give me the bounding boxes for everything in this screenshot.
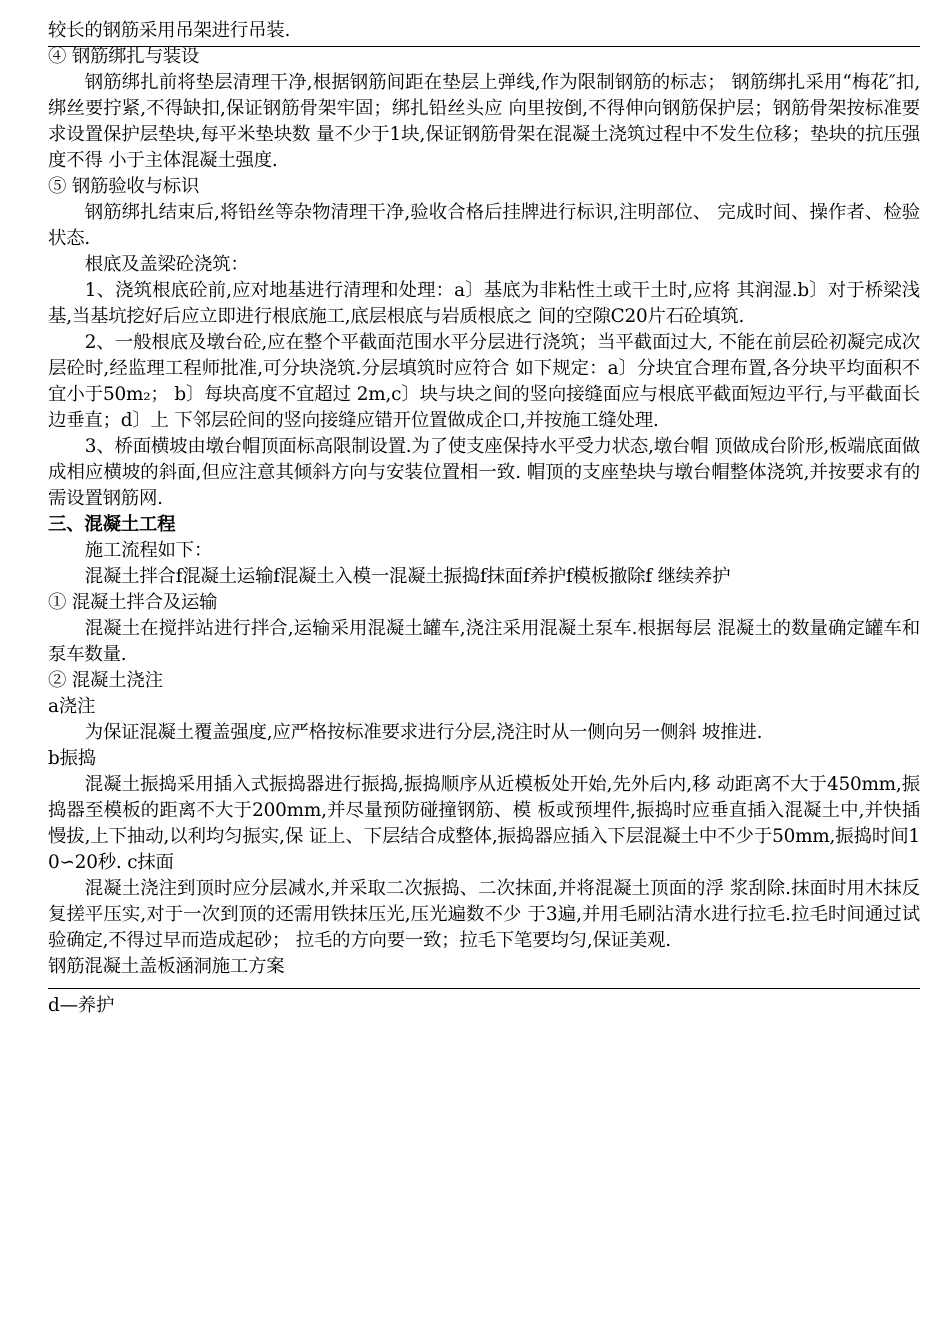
paragraph: b振捣 (48, 748, 96, 769)
document-page (48, 18, 920, 1019)
paragraph: 钢筋混凝土盖板涵洞施工方案 (48, 956, 285, 977)
section-heading: 三、混凝土工程 (48, 514, 176, 535)
paragraph: 较长的钢筋采用吊架进行吊装. (48, 20, 291, 41)
paragraph: 钢筋绑扎前将垫层清理干净,根据钢筋间距在垫层上弹线,作为限制钢筋的标志； 钢筋绑扎采用“梅花″扣,绑丝要拧紧,不得缺扣,保证钢筋骨架牢固；绑扎铅丝头应 向里按倒,不得伸向钢筋保护层；钢筋骨架按标准要求设置保护层垫块,每平米垫块数 量不少于1块,保证钢筋骨架在混凝土浇筑过程中不发生位移；垫块的抗压强度不得 小于主体混凝土强度. (48, 72, 920, 171)
document-body (48, 18, 920, 980)
paragraph: ① 混凝土拌合及运输 (48, 592, 218, 613)
paragraph: 钢筋绑扎结束后,将铅丝等杂物清理干净,验收合格后挂牌进行标识,注明部位、 完成时间、操作者、检验状态. (48, 202, 920, 249)
paragraph: a浇注 (48, 696, 96, 717)
footer-text: d—养护 (48, 995, 115, 1016)
paragraph: 混凝土浇注到顶时应分层减水,并采取二次振捣、二次抹面,并将混凝土顶面的浮 浆刮除.抹面时用木抹反复搓平压实,对于一次到顶的还需用铁抹压光,压光遍数不少 于3遍,并用毛刷沾清水进行拉毛.拉毛时间通过试验确定,不得过早而造成起砂； 拉毛的方向要一致；拉毛下笔要均匀,保证美观. (48, 878, 920, 951)
paragraph: ④ 钢筋绑扎与装设 (48, 46, 200, 67)
paragraph: 为保证混凝土覆盖强度,应严格按标准要求进行分层,浇注时从一侧向另一侧斜 坡推进. (84, 722, 763, 743)
paragraph: 3、桥面横坡由墩台帽顶面标高限制设置.为了使支座保持水平受力状态,墩台帽 顶做成台阶形,板端底面做成相应横坡的斜面,但应注意其倾斜方向与安装位置相一致. 帽顶的支座垫块与墩台帽整体浇筑,并按要求有的需设置钢筋网. (48, 436, 920, 509)
footer-rule (48, 988, 920, 989)
paragraph: 混凝土振捣采用插入式振捣器进行振捣,振捣顺序从近模板处开始,先外后内,移 动距离不大于450mm,振捣器至模板的距离不大于200mm,并尽量预防碰撞钢筋、模 板或预埋件,振捣时应垂直插入混凝土中,并快插慢拔,上下抽动,以利均匀振实,保 证上、下层结合成整体,振捣器应插入下层混凝土中不少于50mm,振捣时间10∽20秒. c抹面 (48, 774, 920, 873)
paragraph: 混凝土在搅拌站进行拌合,运输采用混凝土罐车,浇注采用混凝土泵车.根据每层 混凝土的数量确定罐车和泵车数量. (48, 618, 920, 665)
paragraph: ⑤ 钢筋验收与标识 (48, 176, 200, 197)
paragraph: ② 混凝土浇注 (48, 670, 163, 691)
paragraph: 根底及盖梁砼浇筑： (84, 254, 249, 275)
paragraph: 2、一般根底及墩台砼,应在整个平截面范围水平分层进行浇筑；当平截面过大, 不能在前层砼初凝完成次层砼时,经监理工程师批准,可分块浇筑.分层填筑时应符合 如下规定：a〕分块宜合理布置,各分块平均面积不宜小于50m₂； b〕每块高度不宜超过 2m,c〕块与块之间的竖向接缝面应与根底平截面短边平行,与平截面长边垂直；d〕上 下邻层砼间的竖向接缝应错开位置做成企口,并按施工缝处理. (48, 332, 920, 431)
paragraph: 施工流程如下： (84, 540, 213, 561)
paragraph: 1、浇筑根底砼前,应对地基进行清理和处理：a〕基底为非粘性土或干土时,应将 其润湿.b〕对于桥梁浅基,当基坑挖好后应立即进行根底施工,底层根底与岩质根底之 间的空隙C20片石砼填筑. (48, 280, 920, 327)
paragraph: 混凝土拌合f混凝土运输f混凝土入模一混凝土振捣f抹面f养护f模板撤除f 继续养护 (84, 566, 731, 587)
